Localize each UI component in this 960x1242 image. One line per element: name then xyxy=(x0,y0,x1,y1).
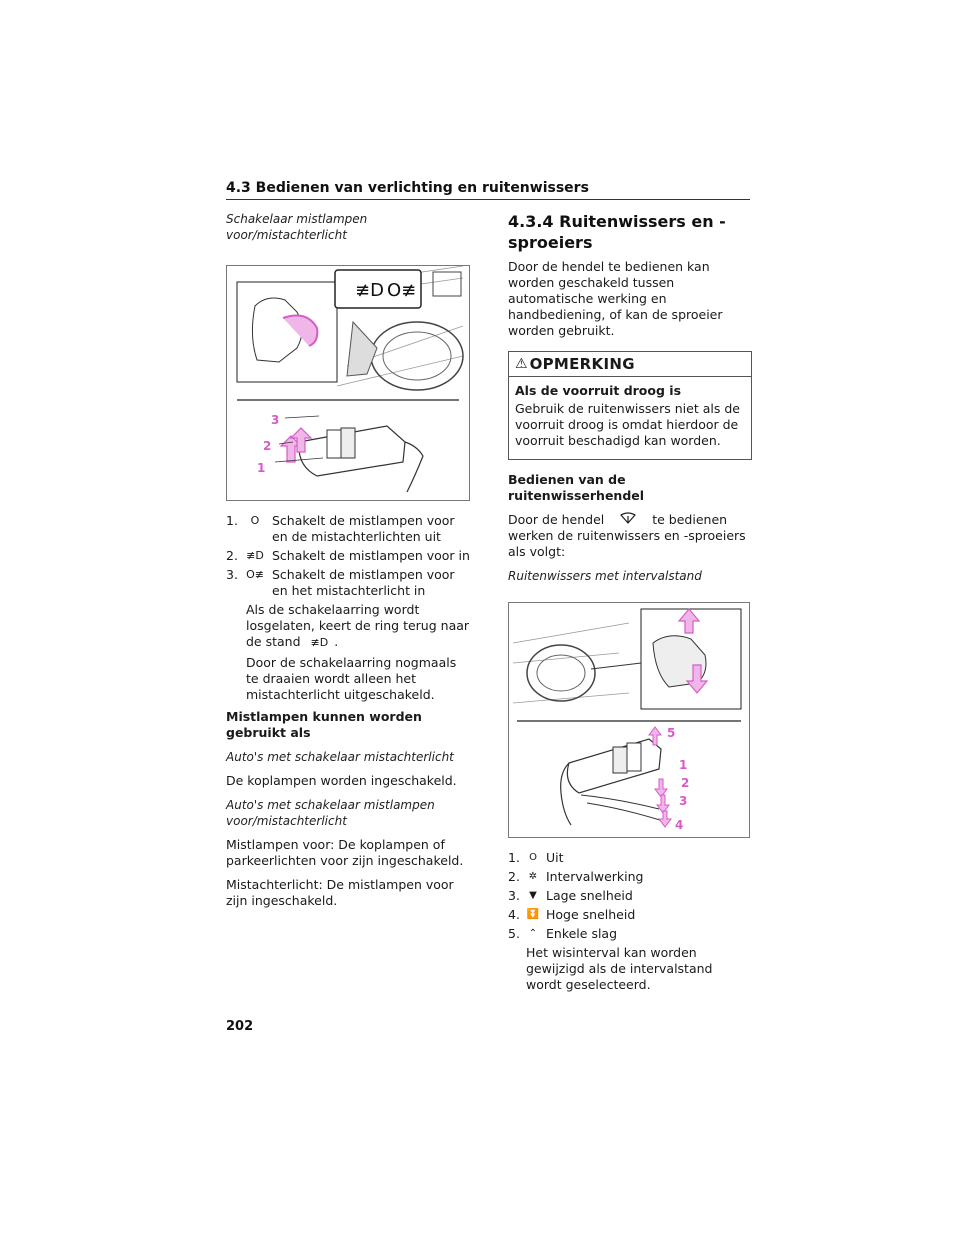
wiper-off-icon: O xyxy=(529,852,537,863)
front-fog-icon: ≢D xyxy=(310,636,329,649)
right-column xyxy=(508,211,752,993)
wiper-single-icon: ⌃ xyxy=(528,928,538,939)
left-column xyxy=(226,211,470,917)
fog-list xyxy=(226,513,470,703)
callout-1: 1 xyxy=(257,461,266,475)
callout-5: 5 xyxy=(667,726,676,740)
paragraph: Mistlampen voor: De koplampen of parkeerlichten voor zijn ingeschakeld. xyxy=(226,837,464,868)
list-continuation: Het wisinterval kan worden gewijzigd als de intervalstand wordt geselecteerd. xyxy=(526,945,713,992)
svg-text:≢D: ≢D xyxy=(355,280,384,301)
caption: Auto's met schakelaar mistlampen voor/mistachterlicht xyxy=(226,798,435,828)
callout-1: 1 xyxy=(679,758,688,772)
section-header: 4.3 Bedienen van verlichting en ruitenwissers xyxy=(226,180,589,196)
list-item: 2. ✲ Intervalwerking xyxy=(508,869,644,884)
wiper-interval-icon: ✲ xyxy=(528,871,538,882)
note-body: Als de voorruit droog is Gebruik de ruitenwissers niet als de voorruit droog is omdat hierdoor de voorruit beschadigd kan worden. xyxy=(515,383,740,448)
list-item: 2. ≢D Schakelt de mistlampen voor in xyxy=(226,548,470,563)
callout-2: 2 xyxy=(263,439,272,453)
list-continuation: Als de schakelaarring wordt losgelaten, keert de ring terug naar de stand ≢D . xyxy=(246,602,470,649)
list-item: 5. ⌃ Enkele slag xyxy=(508,926,618,941)
section-title: 4.3.4 Ruitenwissers en -sproeiers xyxy=(508,212,726,252)
caption: Auto's met schakelaar mistachterlicht xyxy=(226,750,454,764)
wiper-high-icon: ⏬ xyxy=(526,909,540,920)
list-item: 3. O≢ Schakelt de mistlampen voor en het mistachterlicht in xyxy=(226,567,455,598)
caption: Ruitenwissers met intervalstand xyxy=(508,569,702,583)
wiper-list xyxy=(508,850,752,993)
list-item: 1. O Uit xyxy=(508,850,564,865)
wiper-icon xyxy=(608,512,648,528)
fog-off-icon: O xyxy=(250,514,260,527)
paragraph: Mistachterlicht: De mistlampen voor zijn ingeschakeld. xyxy=(226,877,454,908)
paragraph: Door de hendel te bedienen werken de ruitenwissers en -sproeiers als volgt: xyxy=(508,512,746,559)
list-continuation: Door de schakelaarring nogmaals te draaien wordt alleen het mistachterlicht uitgeschakeld. xyxy=(246,655,457,702)
warning-icon: ⚠ xyxy=(515,356,528,372)
front-fog-icon: ≢D xyxy=(246,549,264,562)
list-item: 4. ⏬ Hoge snelheid xyxy=(508,907,636,922)
section-heading: Mistlampen kunnen worden gebruikt als xyxy=(226,709,422,740)
wiper-figure xyxy=(508,602,750,838)
intro-paragraph: Door de hendel te bedienen kan worden geschakeld tussen automatische werking en handbediening, of kan de sproeier worden gebruikt. xyxy=(508,259,723,338)
header-rule xyxy=(226,199,750,200)
fog-switch-illustration xyxy=(227,266,469,500)
list-item: 3. ▼ Lage snelheid xyxy=(508,888,633,903)
wiper-low-icon: ▼ xyxy=(529,890,537,901)
figure-caption-fog: Schakelaar mistlampen voor/mistachterlicht xyxy=(226,212,368,242)
rear-fog-icon: O≢ xyxy=(246,568,264,581)
callout-3: 3 xyxy=(679,794,688,808)
paragraph: De koplampen worden ingeschakeld. xyxy=(226,773,457,788)
page-number: 202 xyxy=(226,1019,254,1034)
callout-3: 3 xyxy=(271,413,280,427)
subheading: Bedienen van de ruitenwisserhendel xyxy=(508,472,645,503)
fog-switch-figure xyxy=(226,265,470,501)
svg-text:O≢: O≢ xyxy=(387,280,417,301)
note-box xyxy=(508,351,752,460)
list-item: 1. O Schakelt de mistlampen voor en de mistachterlichten uit xyxy=(226,513,455,544)
wiper-illustration xyxy=(509,603,749,837)
note-header: ⚠ OPMERKING xyxy=(509,352,751,377)
callout-2: 2 xyxy=(681,776,690,790)
callout-4: 4 xyxy=(675,818,684,832)
